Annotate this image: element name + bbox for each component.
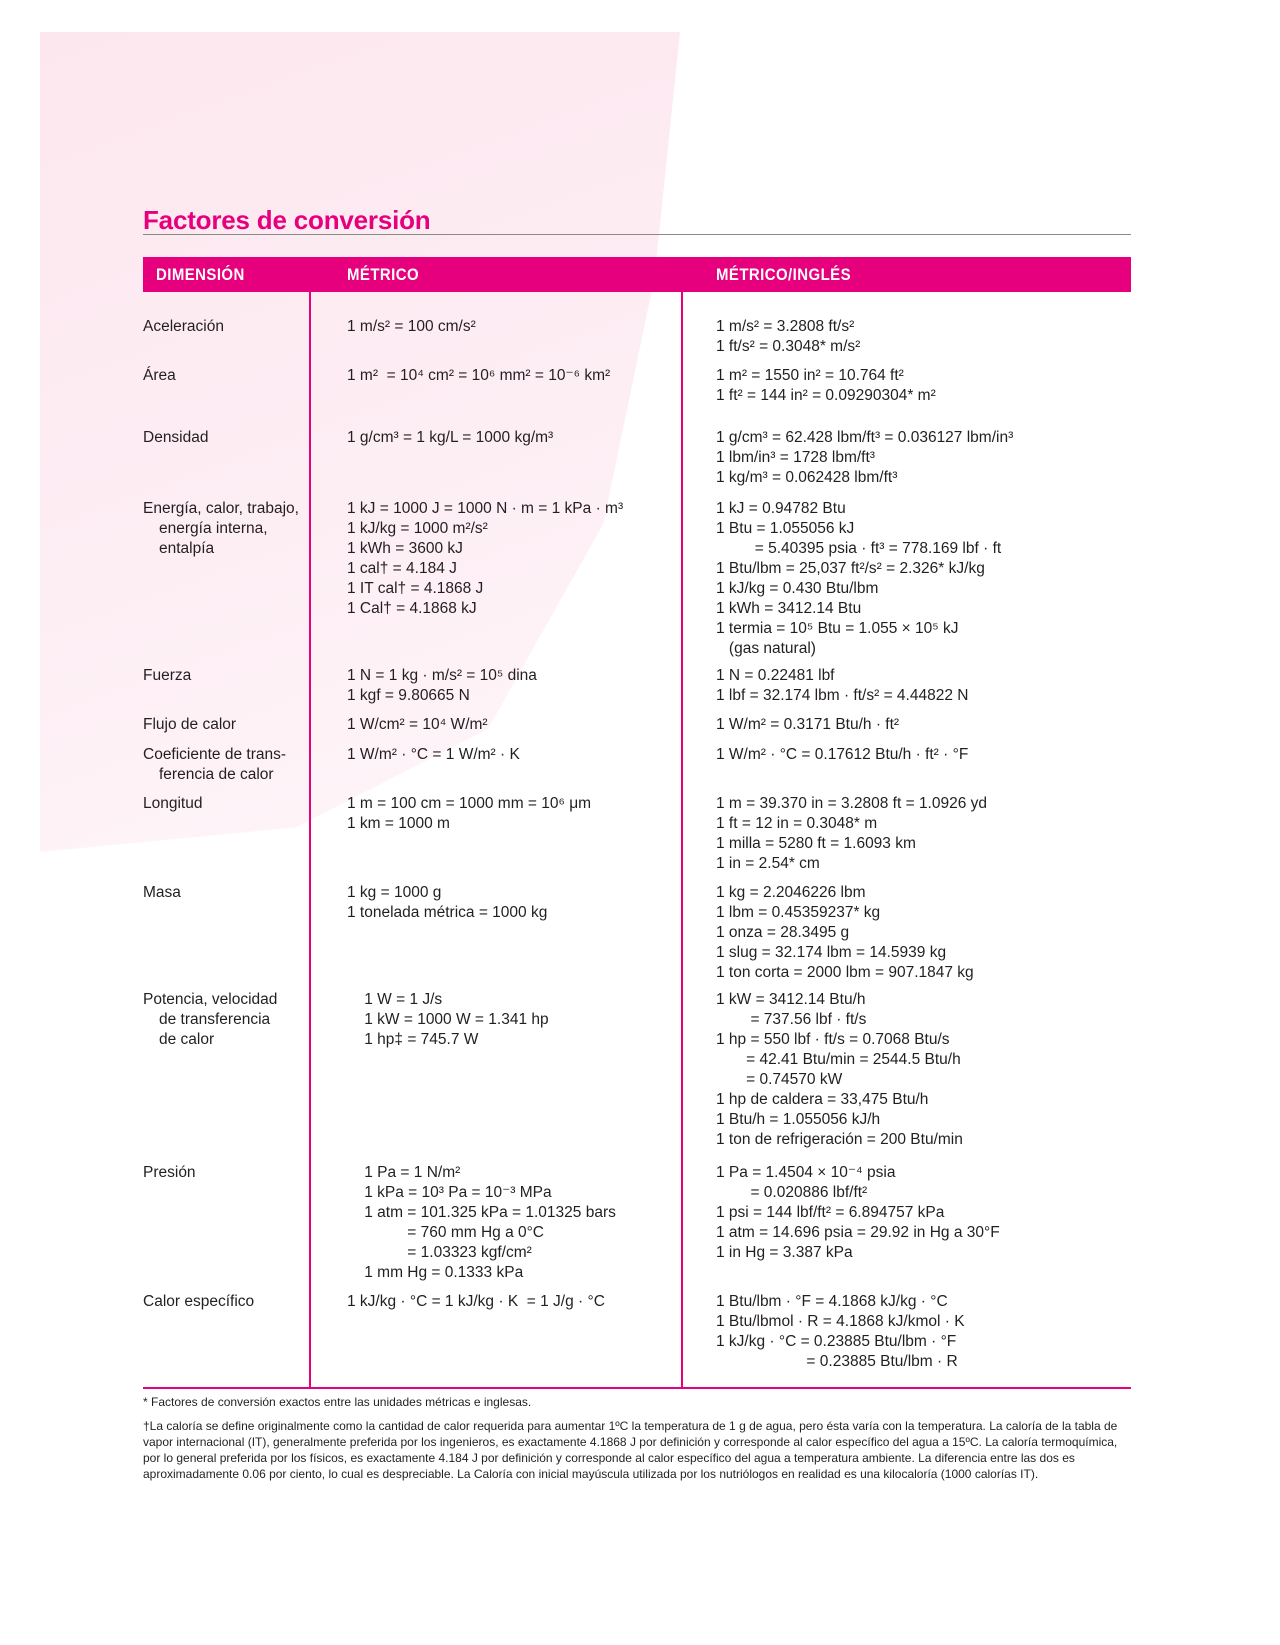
cell-line: 1 atm = 14.696 psia = 29.92 in Hg a 30°F: [716, 1224, 1000, 1241]
cell-line: 1 cal† = 4.184 J: [347, 560, 457, 577]
cell-line: Energía, calor, trabajo,: [143, 500, 299, 517]
cell-line: entalpía: [159, 540, 215, 557]
cell-line: Presión: [143, 1164, 196, 1181]
metric-cell: [347, 745, 677, 765]
cell-line: = 737.56 lbf · ft/s: [716, 1011, 867, 1028]
dimension-cell: [143, 794, 303, 814]
cell-line: 1 N = 1 kg · m/s² = 10⁵ dina: [347, 667, 537, 684]
dimension-cell: [143, 666, 303, 686]
cell-line: = 0.23885 Btu/lbm · R: [716, 1353, 958, 1370]
cell-line: Flujo de calor: [143, 716, 237, 733]
table-bottom-rule: [143, 1387, 1131, 1389]
header-metric-english: MÉTRICO/INGLÉS: [716, 265, 851, 284]
cell-line: 1 kg = 2.2046226 lbm: [716, 884, 866, 901]
dimension-cell: [143, 883, 303, 903]
english-cell: [716, 499, 1136, 659]
cell-line: = 0.020886 lbf/ft²: [716, 1184, 868, 1201]
cell-line: 1 Btu/lbm = 25,037 ft²/s² = 2.326* kJ/kg: [716, 560, 985, 577]
cell-line: 1 in Hg = 3.387 kPa: [716, 1244, 853, 1261]
cell-line: 1 in = 2.54* cm: [716, 855, 820, 872]
cell-line: 1 ft = 12 in = 0.3048* m: [716, 815, 878, 832]
cell-line: 1 kJ = 0.94782 Btu: [716, 500, 846, 517]
cell-line: 1 g/cm³ = 1 kg/L = 1000 kg/m³: [347, 429, 554, 446]
cell-line: 1 km = 1000 m: [347, 815, 450, 832]
cell-line: 1 termia = 10⁵ Btu = 1.055 × 10⁵ kJ: [716, 620, 959, 637]
english-cell: [716, 666, 1136, 706]
cell-line: 1 kg/m³ = 0.062428 lbm/ft³: [716, 469, 898, 486]
cell-line: = 5.40395 psia · ft³ = 778.169 lbf · ft: [716, 540, 1002, 557]
cell-line: 1 kJ/kg · °C = 0.23885 Btu/lbm · °F: [716, 1333, 957, 1350]
english-cell: [716, 428, 1136, 488]
cell-line: 1 Btu = 1.055056 kJ: [716, 520, 855, 537]
english-cell: [716, 366, 1136, 406]
cell-line: 1 m² = 1550 in² = 10.764 ft²: [716, 367, 904, 384]
metric-cell: [347, 666, 677, 706]
metric-cell: [347, 883, 677, 923]
english-cell: [716, 317, 1136, 357]
column-divider-1: [309, 292, 311, 1388]
cell-line: Densidad: [143, 429, 209, 446]
cell-line: Potencia, velocidad: [143, 991, 278, 1008]
cell-line: 1 kgf = 9.80665 N: [347, 687, 470, 704]
footnote-exact: * Factores de conversión exactos entre las unidades métricas e inglesas.: [143, 1395, 532, 1409]
cell-line: 1 hp = 550 lbf · ft/s = 0.7068 Btu/s: [716, 1031, 950, 1048]
cell-line: 1 W/m² = 0.3171 Btu/h · ft²: [716, 716, 900, 733]
metric-cell: [347, 428, 677, 448]
cell-line: 1 lbf = 32.174 lbm · ft/s² = 4.44822 N: [716, 687, 969, 704]
cell-line: energía interna,: [159, 520, 268, 537]
cell-line: 1 onza = 28.3495 g: [716, 924, 850, 941]
cell-line: = 760 mm Hg a 0°C: [347, 1224, 545, 1241]
title-rule: [143, 234, 1131, 235]
cell-line: 1 g/cm³ = 62.428 lbm/ft³ = 0.036127 lbm/in³: [716, 429, 1014, 446]
cell-line: = 42.41 Btu/min = 2544.5 Btu/h: [716, 1051, 961, 1068]
dimension-cell: [143, 745, 303, 785]
header-metric: MÉTRICO: [347, 265, 420, 284]
english-cell: [716, 794, 1136, 874]
cell-line: 1 IT cal† = 4.1868 J: [347, 580, 484, 597]
cell-line: 1 m² = 10⁴ cm² = 10⁶ mm² = 10⁻⁶ km²: [347, 367, 611, 384]
cell-line: 1 lbm/in³ = 1728 lbm/ft³: [716, 449, 875, 466]
cell-line: 1 hp‡ = 745.7 W: [347, 1031, 479, 1048]
cell-line: Área: [143, 367, 176, 384]
dimension-cell: [143, 990, 303, 1050]
cell-line: 1 Btu/lbmol · R = 4.1868 kJ/kmol · K: [716, 1313, 965, 1330]
cell-line: Aceleración: [143, 318, 224, 335]
cell-line: 1 hp de caldera = 33,475 Btu/h: [716, 1091, 929, 1108]
cell-line: 1 kJ/kg = 0.430 Btu/lbm: [716, 580, 879, 597]
cell-line: 1 W/m² · °C = 1 W/m² · K: [347, 746, 520, 763]
cell-line: 1 ton corta = 2000 lbm = 907.1847 kg: [716, 964, 974, 981]
english-cell: [716, 715, 1136, 735]
cell-line: 1 kJ/kg = 1000 m²/s²: [347, 520, 488, 537]
cell-line: 1 N = 0.22481 lbf: [716, 667, 835, 684]
cell-line: 1 psi = 144 lbf/ft² = 6.894757 kPa: [716, 1204, 945, 1221]
cell-line: (gas natural): [716, 640, 816, 657]
cell-line: = 1.03323 kgf/cm²: [347, 1244, 532, 1261]
metric-cell: [347, 990, 677, 1050]
cell-line: ferencia de calor: [159, 766, 274, 783]
cell-line: de calor: [159, 1031, 215, 1048]
cell-line: 1 Btu/lbm · °F = 4.1868 kJ/kg · °C: [716, 1293, 948, 1310]
cell-line: Fuerza: [143, 667, 192, 684]
cell-line: 1 m = 100 cm = 1000 mm = 10⁶ μm: [347, 795, 592, 812]
metric-cell: [347, 1163, 677, 1283]
cell-line: 1 W = 1 J/s: [347, 991, 443, 1008]
dimension-cell: [143, 1163, 303, 1183]
cell-line: 1 kJ/kg · °C = 1 kJ/kg · K = 1 J/g · °C: [347, 1293, 605, 1310]
cell-line: 1 lbm = 0.45359237* kg: [716, 904, 881, 921]
cell-line: 1 m/s² = 3.2808 ft/s²: [716, 318, 855, 335]
page-title: Factores de conversión: [143, 205, 431, 235]
column-divider-2: [681, 292, 683, 1388]
cell-line: 1 kg = 1000 g: [347, 884, 442, 901]
cell-line: de transferencia: [159, 1011, 271, 1028]
cell-line: 1 Pa = 1 N/m²: [347, 1164, 461, 1181]
metric-cell: [347, 366, 677, 386]
dimension-cell: [143, 1292, 303, 1312]
cell-line: 1 slug = 32.174 lbm = 14.5939 kg: [716, 944, 947, 961]
cell-line: 1 m = 39.370 in = 3.2808 ft = 1.0926 yd: [716, 795, 988, 812]
metric-cell: [347, 794, 677, 834]
cell-line: 1 kW = 3412.14 Btu/h: [716, 991, 866, 1008]
table-header: [143, 257, 1131, 292]
cell-line: 1 kWh = 3412.14 Btu: [716, 600, 862, 617]
cell-line: 1 ton de refrigeración = 200 Btu/min: [716, 1131, 963, 1148]
cell-line: 1 kJ = 1000 J = 1000 N · m = 1 kPa · m³: [347, 500, 624, 517]
metric-cell: [347, 1292, 677, 1312]
cell-line: 1 kWh = 3600 kJ: [347, 540, 463, 557]
cell-line: 1 W/m² · °C = 0.17612 Btu/h · ft² · °F: [716, 746, 969, 763]
cell-line: 1 Pa = 1.4504 × 10⁻⁴ psia: [716, 1164, 896, 1181]
dimension-cell: [143, 317, 303, 337]
dimension-cell: [143, 428, 303, 448]
cell-line: 1 kW = 1000 W = 1.341 hp: [347, 1011, 549, 1028]
english-cell: [716, 1163, 1136, 1263]
cell-line: Longitud: [143, 795, 203, 812]
dimension-cell: [143, 715, 303, 735]
cell-line: 1 ft/s² = 0.3048* m/s²: [716, 338, 861, 355]
dimension-cell: [143, 366, 303, 386]
cell-line: 1 Btu/h = 1.055056 kJ/h: [716, 1111, 881, 1128]
english-cell: [716, 990, 1136, 1150]
cell-line: 1 mm Hg = 0.1333 kPa: [347, 1264, 524, 1281]
metric-cell: [347, 499, 677, 619]
english-cell: [716, 1292, 1136, 1372]
cell-line: Masa: [143, 884, 181, 901]
english-cell: [716, 883, 1136, 983]
cell-line: 1 m/s² = 100 cm/s²: [347, 318, 476, 335]
cell-line: 1 ft² = 144 in² = 0.09290304* m²: [716, 387, 936, 404]
cell-line: Coeficiente de trans-: [143, 746, 287, 763]
metric-cell: [347, 317, 677, 337]
english-cell: [716, 745, 1136, 765]
dimension-cell: [143, 499, 303, 559]
cell-line: Calor específico: [143, 1293, 255, 1310]
footnote-calorie: †La caloría se define originalmente como la cantidad de calor requerida para aumentar 1ºC la temperatura de 1 g de agua, pero ésta varía con la temperatura. La caloría de la tabla de vapor internacional (IT), generalmente preferida por los ingenieros, es exactamente 4.1868 J por definición y corresponde al calor específico del agua a 15ºC. La caloría termoquímica, por lo general preferida por los físicos, es exactamente 4.184 J por definición y corresponde al calor específico del agua a temperatura ambiente. La diferencia entre las dos es aproximadamente 0.06 por ciento, lo cual es despreciable. La Caloría con inicial mayúscula utilizada por los nutriólogos en realidad es una kilocaloría (1000 calorías IT).: [143, 1419, 1118, 1481]
cell-line: 1 tonelada métrica = 1000 kg: [347, 904, 548, 921]
cell-line: 1 milla = 5280 ft = 1.6093 km: [716, 835, 916, 852]
cell-line: 1 W/cm² = 10⁴ W/m²: [347, 716, 488, 733]
metric-cell: [347, 715, 677, 735]
header-dimension: DIMENSIÓN: [156, 265, 245, 284]
cell-line: 1 Cal† = 4.1868 kJ: [347, 600, 477, 617]
cell-line: = 0.74570 kW: [716, 1071, 843, 1088]
cell-line: 1 atm = 101.325 kPa = 1.01325 bars: [347, 1204, 616, 1221]
cell-line: 1 kPa = 10³ Pa = 10⁻³ MPa: [347, 1184, 552, 1201]
